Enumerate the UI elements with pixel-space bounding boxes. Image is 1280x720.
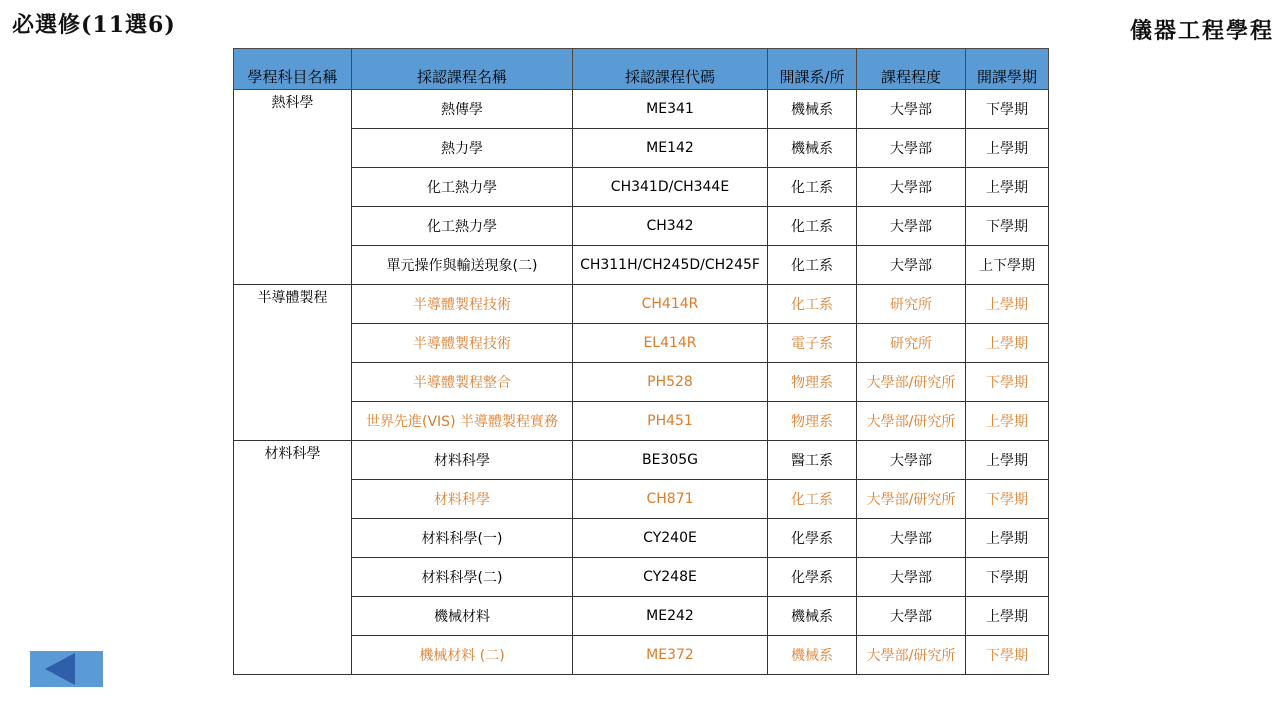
program-title: 儀器工程學程 [1129, 18, 1274, 44]
course-code-cell: PH451 [573, 402, 768, 441]
course-name-cell: 熱力學 [352, 129, 573, 168]
department-cell: 化工系 [768, 246, 857, 285]
course-code-cell: CY240E [573, 519, 768, 558]
table-row [234, 558, 1049, 597]
department-cell: 化工系 [768, 285, 857, 324]
course-name-cell: 材料科學 [352, 480, 573, 519]
course-code-cell: ME242 [573, 597, 768, 636]
course-name-cell: 材料科學(一) [352, 519, 573, 558]
department-cell: 機械系 [768, 636, 857, 675]
term-cell: 下學期 [966, 363, 1049, 402]
table-row [234, 402, 1049, 441]
course-code-cell: CH871 [573, 480, 768, 519]
table-row [234, 207, 1049, 246]
subject-group-cell: 熱科學 [234, 90, 352, 285]
course-code-cell: ME341 [573, 90, 768, 129]
term-cell: 上學期 [966, 519, 1049, 558]
department-cell: 醫工系 [768, 441, 857, 480]
department-cell: 化工系 [768, 207, 857, 246]
term-cell: 上下學期 [966, 246, 1049, 285]
department-cell: 化工系 [768, 480, 857, 519]
course-name-cell: 化工熱力學 [352, 168, 573, 207]
course-name-cell: 單元操作與輸送現象(二) [352, 246, 573, 285]
course-name-cell: 化工熱力學 [352, 207, 573, 246]
course-name-cell: 世界先進(VIS) 半導體製程實務 [352, 402, 573, 441]
table-row [234, 168, 1049, 207]
column-header-course-code: 採認課程代碼 [573, 49, 768, 90]
term-cell: 上學期 [966, 597, 1049, 636]
page-title: 必選修(11選6) [12, 12, 176, 38]
course-code-cell: CY248E [573, 558, 768, 597]
level-cell: 大學部/研究所 [857, 363, 966, 402]
department-cell: 物理系 [768, 363, 857, 402]
course-name-cell: 材料科學(二) [352, 558, 573, 597]
course-table [233, 48, 1049, 675]
table-header-row [234, 49, 1049, 90]
course-code-cell: CH341D/CH344E [573, 168, 768, 207]
table-body [234, 90, 1049, 675]
term-cell: 上學期 [966, 402, 1049, 441]
term-cell: 上學期 [966, 285, 1049, 324]
course-code-cell: PH528 [573, 363, 768, 402]
department-cell: 電子系 [768, 324, 857, 363]
course-name-cell: 半導體製程技術 [352, 324, 573, 363]
term-cell: 上學期 [966, 324, 1049, 363]
level-cell: 大學部 [857, 207, 966, 246]
column-header-department: 開課系/所 [768, 49, 857, 90]
level-cell: 大學部/研究所 [857, 636, 966, 675]
table-row [234, 246, 1049, 285]
column-header-term: 開課學期 [966, 49, 1049, 90]
level-cell: 大學部 [857, 519, 966, 558]
term-cell: 下學期 [966, 90, 1049, 129]
department-cell: 機械系 [768, 597, 857, 636]
term-cell: 上學期 [966, 168, 1049, 207]
course-code-cell: CH342 [573, 207, 768, 246]
level-cell: 研究所 [857, 285, 966, 324]
course-code-cell: CH414R [573, 285, 768, 324]
level-cell: 大學部/研究所 [857, 402, 966, 441]
table-row [234, 636, 1049, 675]
course-name-cell: 半導體製程整合 [352, 363, 573, 402]
back-arrow-icon [30, 651, 103, 687]
course-name-cell: 材料科學 [352, 441, 573, 480]
column-header-level: 課程程度 [857, 49, 966, 90]
level-cell: 大學部 [857, 90, 966, 129]
level-cell: 大學部/研究所 [857, 480, 966, 519]
term-cell: 下學期 [966, 480, 1049, 519]
level-cell: 研究所 [857, 324, 966, 363]
back-button[interactable] [30, 651, 103, 687]
term-cell: 下學期 [966, 636, 1049, 675]
department-cell: 機械系 [768, 129, 857, 168]
department-cell: 化工系 [768, 168, 857, 207]
table-row [234, 519, 1049, 558]
department-cell: 化學系 [768, 519, 857, 558]
subject-group-cell: 半導體製程 [234, 285, 352, 441]
table-row [234, 129, 1049, 168]
subject-group-cell: 材料科學 [234, 441, 352, 675]
department-cell: 物理系 [768, 402, 857, 441]
term-cell: 上學期 [966, 129, 1049, 168]
level-cell: 大學部 [857, 441, 966, 480]
course-name-cell: 機械材料 (二) [352, 636, 573, 675]
table-row [234, 597, 1049, 636]
table-row [234, 441, 1049, 480]
course-name-cell: 半導體製程技術 [352, 285, 573, 324]
level-cell: 大學部 [857, 129, 966, 168]
course-code-cell: ME372 [573, 636, 768, 675]
level-cell: 大學部 [857, 168, 966, 207]
term-cell: 上學期 [966, 441, 1049, 480]
department-cell: 機械系 [768, 90, 857, 129]
course-code-cell: CH311H/CH245D/CH245F [573, 246, 768, 285]
column-header-course-name: 採認課程名稱 [352, 49, 573, 90]
table-row [234, 90, 1049, 129]
table-row [234, 480, 1049, 519]
table-row [234, 324, 1049, 363]
term-cell: 下學期 [966, 558, 1049, 597]
table-row [234, 285, 1049, 324]
course-code-cell: ME142 [573, 129, 768, 168]
course-code-cell: EL414R [573, 324, 768, 363]
level-cell: 大學部 [857, 597, 966, 636]
course-name-cell: 熱傳學 [352, 90, 573, 129]
level-cell: 大學部 [857, 558, 966, 597]
course-code-cell: BE305G [573, 441, 768, 480]
column-header-subject: 學程科目名稱 [234, 49, 352, 90]
department-cell: 化學系 [768, 558, 857, 597]
course-name-cell: 機械材料 [352, 597, 573, 636]
level-cell: 大學部 [857, 246, 966, 285]
term-cell: 下學期 [966, 207, 1049, 246]
table-row [234, 363, 1049, 402]
